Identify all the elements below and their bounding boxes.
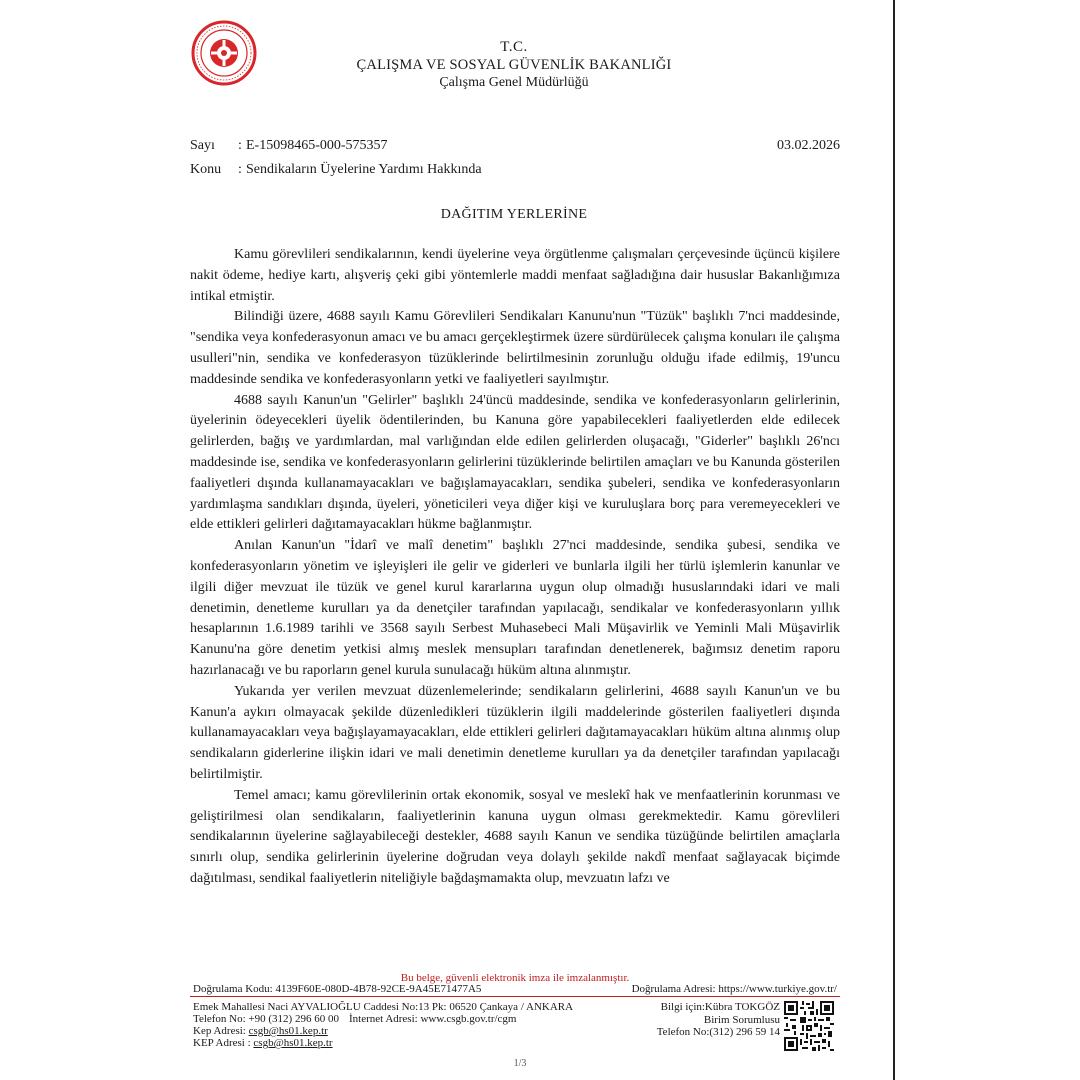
header-country: T.C.: [500, 39, 528, 55]
paragraph: 4688 sayılı Kanun'un "Gelirler" başlıklı 24'üncü maddesinde, sendika ve konfederasyonların gelirlerinin, üyelerinin ödeyecekleri üyelik ödentilerinden, bu Kanuna göre yapabilecekleri faaliyetlerden elde edilecek gelirlerden, bağış ve yardımlardan, mal varlığından elde edilen gelirlerden oluşacağı, "Giderler" başlıklı 26'ncı maddesinde ise, sendika ve konfederasyonların gelirlerini tüzüklerinde belirtilen amaçları ve bu Kanunda gösterilen faaliyetleri dışında kullanamayacakları ve bağışlamayacakları, sendika şubeleri, sendika ve konfederasyonların yardımlaşma sandıkları dışında, üyeleri, yöneticileri veya diğer kişi ve kuruluşlara borç para veremeyecekleri ve elde ettikleri gelirleri dağıtamayacakları hükme bağlanmıştır.: [190, 392, 840, 533]
konu-label: Konu: [190, 162, 222, 177]
kep-label: KEP Adresi :: [193, 1037, 251, 1049]
kep-label: Kep Adresi:: [193, 1025, 246, 1037]
postal-address: Emek Mahallesi Naci AYVALIOĞLU Caddesi No:13 Pk: 06520 Çankaya / ANKARA: [193, 1001, 574, 1013]
web-address[interactable]: İnternet Adresi: www.csgb.gov.tr/cgm: [348, 1013, 517, 1025]
konu-value: Sendikaların Üyelerine Yardımı Hakkında: [246, 162, 482, 177]
verification-address[interactable]: Doğrulama Adresi: https://www.turkiye.gov.tr/: [631, 983, 837, 995]
konu-separator: :: [238, 162, 242, 177]
contact-phone: Telefon No:(312) 296 59 14: [656, 1026, 780, 1038]
contact-person: Bilgi için:Kübra TOKGÖZ: [660, 1001, 780, 1013]
document-body: [190, 245, 840, 890]
document-header: [300, 38, 728, 92]
distribution-title: DAĞITIM YERLERİNE: [440, 207, 588, 222]
verification-code: Doğrulama Kodu: 4139F60E-080D-4B78-92CE-9A45E71477A5: [193, 983, 482, 995]
kep-link[interactable]: csgb@hs01.kep.tr: [248, 1025, 328, 1037]
header-ministry: ÇALIŞMA VE SOSYAL GÜVENLİK BAKANLIĞI: [356, 57, 672, 73]
paragraph: Kamu görevlileri sendikalarının, kendi üyelerine veya örgütlenme çalışmaları çerçevesinde üçüncü kişilere nakit ödeme, hediye kartı, alışveriş çeki gibi yöntemlerle maddi menfaat sağladığına dair hususlar Bakanlığımıza intikal etmiştir.: [190, 247, 840, 304]
konu-row: [190, 161, 482, 179]
sayi-row: [190, 137, 388, 155]
ministry-seal-icon: [191, 20, 257, 86]
sayi-value: E-15098465-000-575357: [246, 138, 388, 153]
sayi-label: Sayı: [190, 138, 215, 153]
kep-address-1: [193, 1025, 328, 1038]
kep-link[interactable]: csgb@hs01.kep.tr: [253, 1037, 333, 1049]
paragraph: Temel amacı; kamu görevlilerinin ortak ekonomik, sosyal ve meslekî hak ve menfaatlerinin korunması ve geliştirilmesi olan sendikaların, faaliyetlerinin kanuna uygun olması gerekmektedir. Kamu görevlileri sendikalarının üyelerine sağlayabileceği destekler, 4688 sayılı Kanun ve sendika tüzüğünde belirtilen amaçlarla sınırlı olup, sendika gelirlerinin üyelerine doğrudan veya dolaylı şekilde nakdî menfaat sağlayacak biçimde dağıtılması, sendikal faaliyetlerin niteliğiyle bağdaşmamakta olup, mevzuatın lafzı ve: [190, 787, 840, 886]
sayi-separator: :: [238, 138, 242, 153]
paragraph: Bilindiği üzere, 4688 sayılı Kamu Görevlileri Sendikaları Kanunu'nun "Tüzük" başlıklı 7'nci maddesinde, "sendika veya konfederasyonun amacı ve bu amacı gerçekleştirmek üzere sürdürülecek çalışma konuları ile çalışma usulleri"nin, sendika ve konfederasyon tüzüklerinde belirtilmesinin zorunluğu olduğu ifade edilmiş, 19'uncu maddesinde sendika ve konfederasyonların yetki ve faaliyetleri sayılmıştır.: [190, 309, 840, 387]
paragraph: Yukarıda yer verilen mevzuat düzenlemelerinde; sendikaların gelirlerini, 4688 sayılı Kanun'un ve bu Kanun'a aykırı olmayacak şekilde düzenledikleri tüzüklerin ilgili maddelerinde gösterilen faaliyetleri dışında kullanamayacakları veya bağışlayamayacakları, elde ettikleri gelirleri dağıtamayacakları hüküm altına alınmış olup sendikaların giderlerine ilişkin idari ve mali denetimin denetleme kurulları ya da denetçiler tarafından yapılacağı belirtilmiştir.: [190, 683, 840, 782]
document-date: 03.02.2026: [777, 138, 840, 153]
qr-code-icon: [784, 1001, 834, 1051]
contact-role: Birim Sorumlusu: [703, 1013, 780, 1026]
page-edge-divider: [893, 0, 895, 1080]
kep-address-2: [193, 1037, 333, 1050]
phone-number: Telefon No: +90 (312) 296 60 00: [193, 1013, 339, 1025]
footer-divider: [190, 996, 840, 997]
page-number: 1/3: [513, 1058, 527, 1069]
e-signature-note: Bu belge, güvenli elektronik imza ile imzalanmıştır.: [400, 972, 630, 984]
paragraph: Anılan Kanun'un "İdarî ve malî denetim" başlıklı 27'nci maddesinde, sendika şubesi, sendika ve konfederasyonların yönetim ve işleyişleri ile gelir ve giderleri ve bunlarla ilgili her türlü işlemlerin kanunlar ve ilgili diğer mevzuat ile tüzük ve genel kurul kararlarına uygun olup olmadığı hususlarındaki idari ve mali denetimin, denetleme kurulları ya da denetçiler tarafından yapılacağı, sendikalar ve konfederasyonların yıllık hesaplarının 1.6.1989 tarihli ve 3568 sayılı Serbest Muhasebeci Mali Müşavirlik ve Yeminli Mali Müşavirlik Kanunu'na göre denetim yetkisi almış meslek mensupları tarafından denetlenerek, bağımsız denetim raporu hazırlanacağı ve bu raporların genel kurula sunulacağı hüküm altına alınmıştır.: [190, 538, 840, 678]
contact-info: [602, 1001, 780, 1039]
header-directorate: Çalışma Genel Müdürlüğü: [439, 75, 589, 90]
phone-and-web: [193, 1013, 516, 1026]
